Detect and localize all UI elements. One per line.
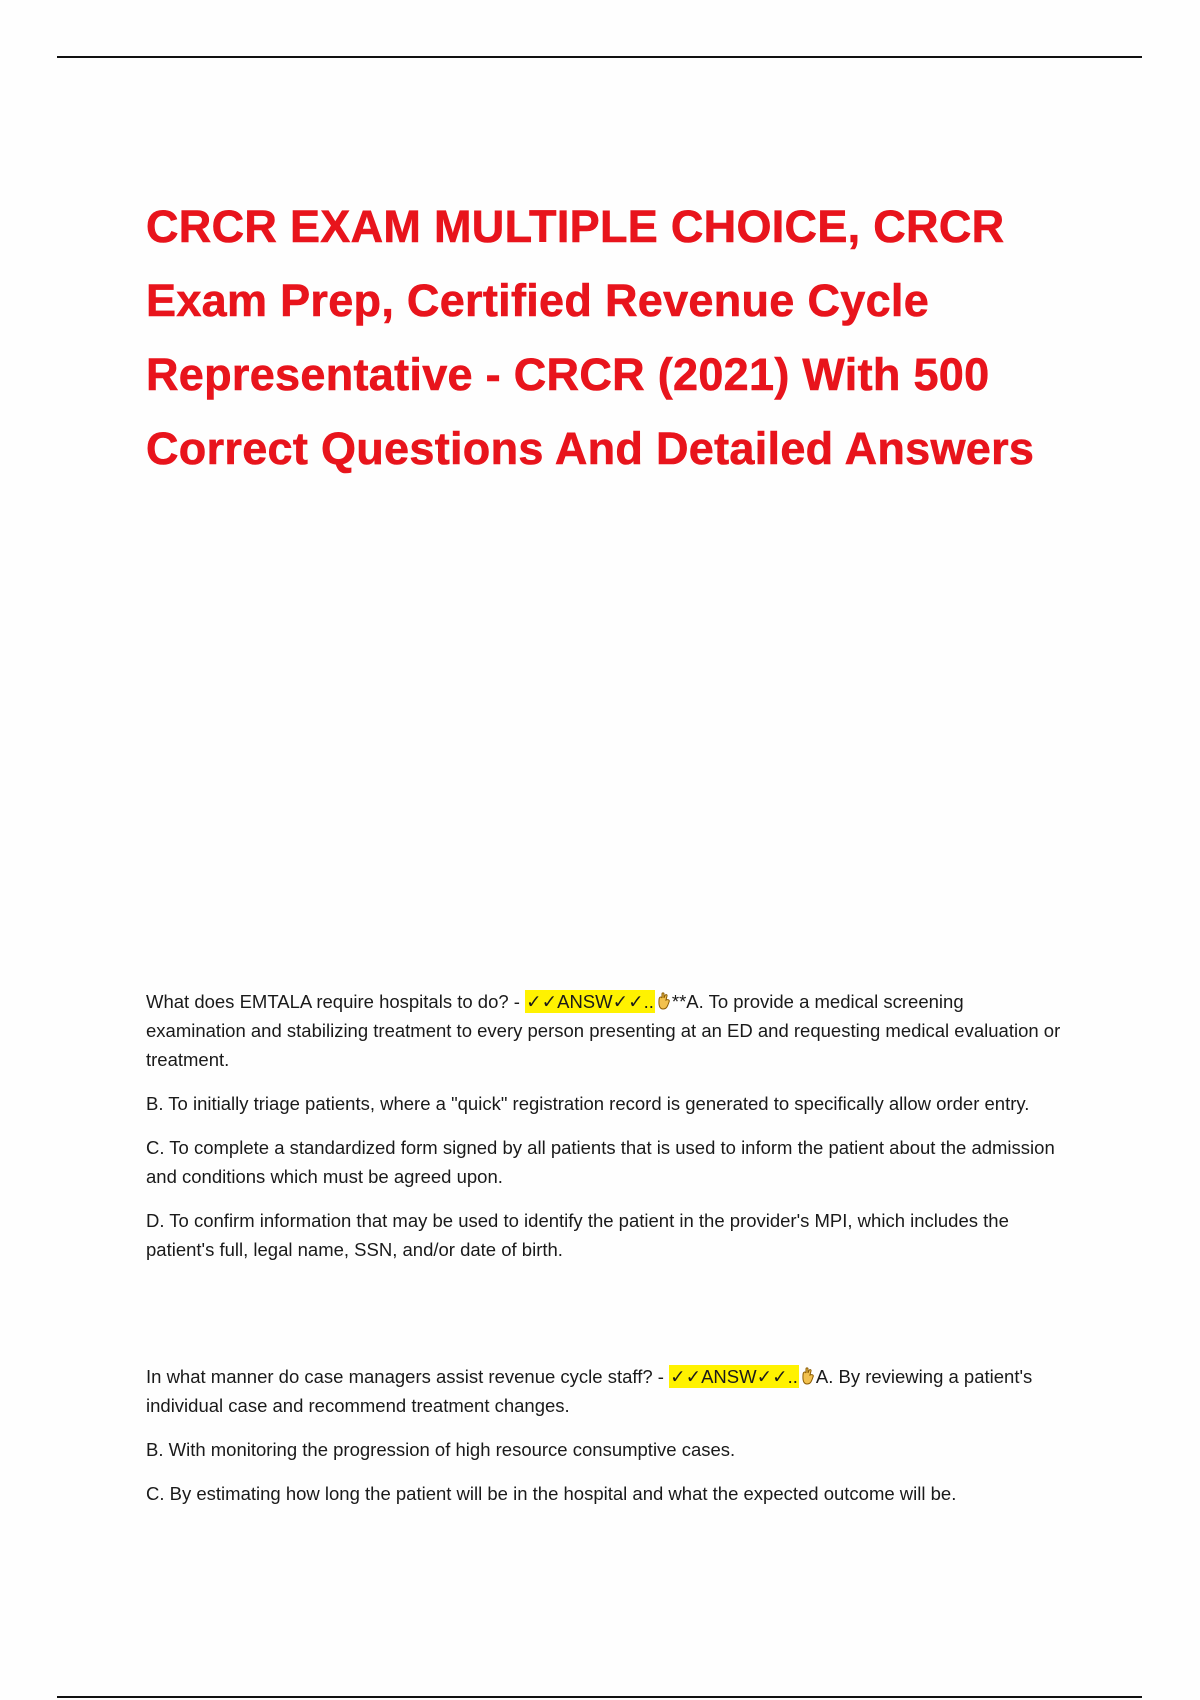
question-text	[146, 1362, 1066, 1420]
question-prompt: What does EMTALA require hospitals to do? -	[146, 991, 526, 1012]
top-divider	[57, 56, 1142, 58]
answer-option-c: C. To complete a standardized form signed by all patients that is used to inform the patient about the admission and conditions which must be agreed upon.	[146, 1137, 1055, 1187]
bottom-divider	[57, 1696, 1142, 1698]
question-prompt: In what manner do case managers assist revenue cycle staff? -	[146, 1366, 670, 1387]
question-block-1	[146, 987, 1066, 1279]
document-title: CRCR EXAM MULTIPLE CHOICE, CRCR Exam Prep, Certified Revenue Cycle Representative - CRCR (2021) With 500 Correct Questions And Detailed Answers	[146, 201, 1035, 474]
answer-highlight: ✓✓ANSW✓✓..	[670, 1366, 798, 1387]
hand-icon	[656, 991, 671, 1011]
answer-option-a: **A. To provide a medical screening examination and stabilizing treatment to every person presenting at an ED and requesting medical evaluation or treatment.	[146, 991, 1061, 1070]
question-block-2	[146, 1362, 1066, 1523]
question-text	[146, 987, 1066, 1074]
answer-highlight: ✓✓ANSW✓✓..	[526, 991, 654, 1012]
answer-option-b: B. With monitoring the progression of high resource consumptive cases.	[146, 1439, 736, 1460]
answer-option-d: D. To confirm information that may be used to identify the patient in the provider's MPI, which includes the patient's full, legal name, SSN, and/or date of birth.	[146, 1210, 1009, 1260]
answer-option-a: A. By reviewing a patient's individual case and recommend treatment changes.	[146, 1366, 1033, 1416]
answer-option-c: C. By estimating how long the patient will be in the hospital and what the expected outcome will be.	[146, 1483, 957, 1504]
answer-option-b: B. To initially triage patients, where a "quick" registration record is generated to specifically allow order entry.	[146, 1093, 1030, 1114]
hand-icon	[800, 1366, 815, 1386]
